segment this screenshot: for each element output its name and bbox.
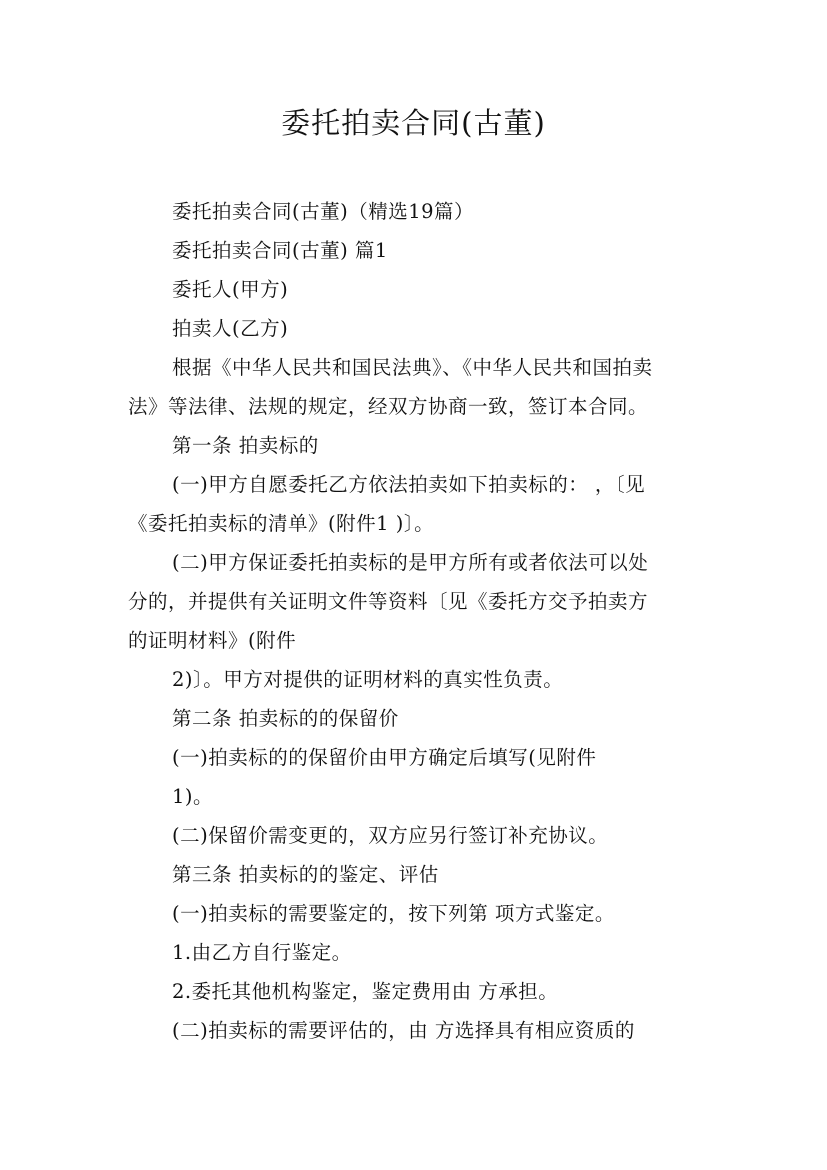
section-heading: 第一条 拍卖标的 (172, 434, 319, 457)
paragraph-line: (二)甲方保证委托拍卖标的是甲方所有或者依法可以处 (172, 551, 649, 574)
paragraph-line: 2)〕。甲方对提供的证明材料的真实性负责。 (172, 668, 564, 691)
paragraph-line: 1)。 (172, 785, 214, 808)
paragraph-line: (一)甲方自愿委托乙方依法拍卖如下拍卖标的： ，〔见 (172, 473, 646, 496)
paragraph-line: 根据《中华人民共和国民法典》、《中华人民共和国拍卖 (172, 356, 653, 379)
document-title: 委托拍卖合同(古董) (281, 106, 546, 140)
paragraph-line: 拍卖人(乙方) (172, 317, 289, 340)
paragraph-line: 《委托拍卖标的清单》(附件1 )〕。 (128, 512, 435, 535)
paragraph-line: (一)拍卖标的需要鉴定的，按下列第 项方式鉴定。 (172, 902, 615, 925)
paragraph-line: (二)拍卖标的需要评估的，由 方选择具有相应资质的 (172, 1019, 635, 1042)
paragraph-line: (二)保留价需变更的，双方应另行签订补充协议。 (172, 824, 609, 847)
paragraph-line: (一)拍卖标的的保留价由甲方确定后填写(见附件 (172, 746, 597, 769)
paragraph-line: 委托拍卖合同(古董) 篇1 (172, 239, 388, 262)
section-heading: 第三条 拍卖标的的鉴定、评估 (172, 863, 439, 886)
paragraph-line: 分的，并提供有关证明文件等资料〔见《委托方交予拍卖方 (128, 590, 649, 613)
paragraph-line: 法》等法律、法规的规定，经双方协商一致，签订本合同。 (128, 395, 649, 418)
paragraph-line: 委托人(甲方) (172, 278, 289, 301)
paragraph-line: 的证明材料》(附件 (128, 629, 297, 652)
list-item: 1.由乙方自行鉴定。 (172, 941, 352, 964)
document-body (128, 192, 708, 1050)
paragraph-line: 委托拍卖合同(古董)（精选19篇） (172, 200, 475, 223)
section-heading: 第二条 拍卖标的的保留价 (172, 707, 399, 730)
list-item: 2.委托其他机构鉴定，鉴定费用由 方承担。 (172, 980, 559, 1003)
